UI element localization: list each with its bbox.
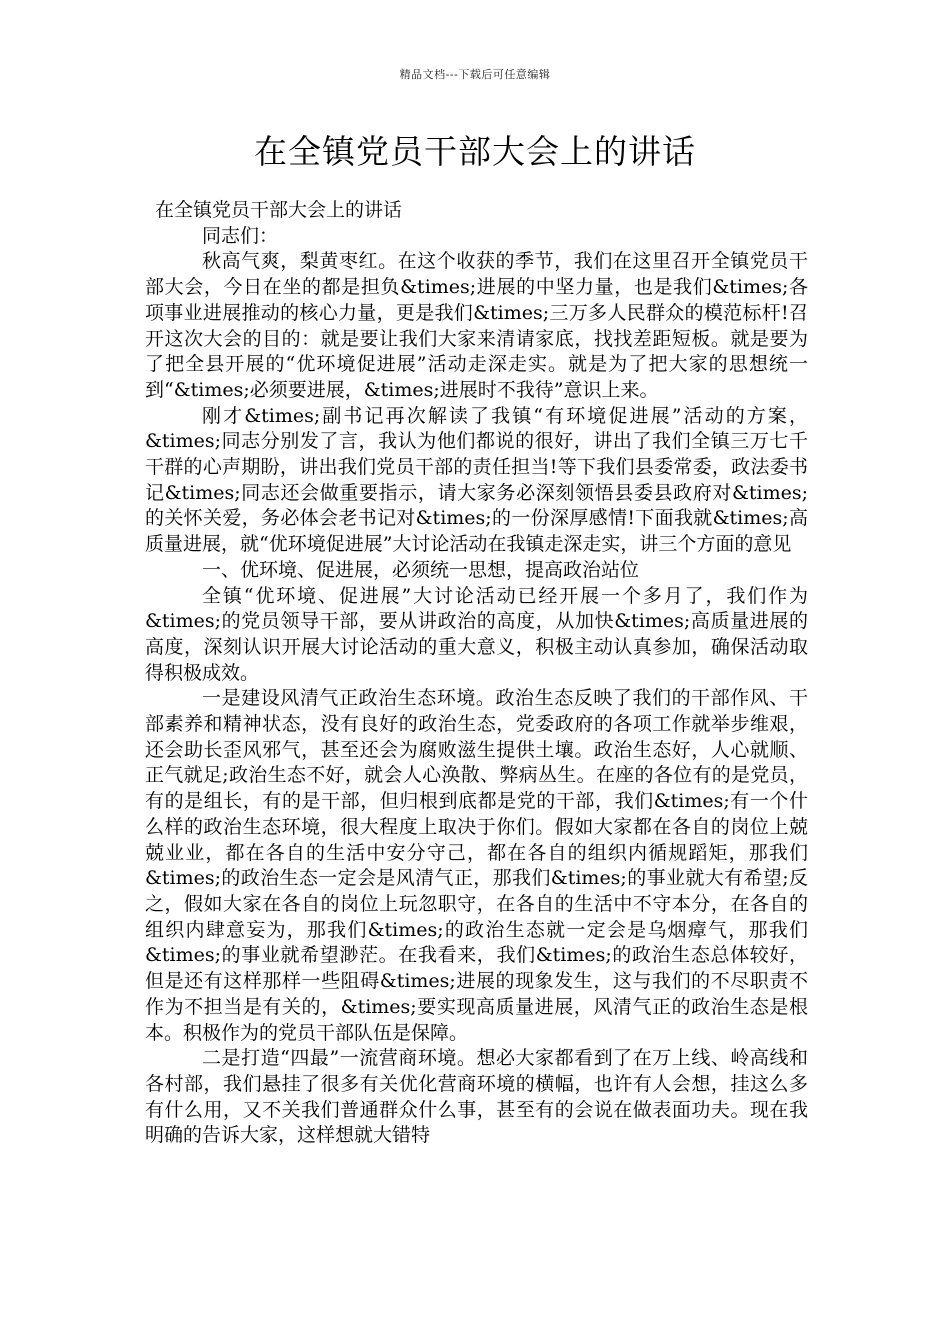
document-body — [145, 198, 808, 1149]
paragraph: 一是建设风清气正政治生态环境。政治生态反映了我们的干部作风、干部素养和精神状态，没有良好的政治生态，党委政府的各项工作就举步维艰，还会助长歪风邪气，甚至还会为腐败滋生提供土壤。政治生态好，人心就顺、正气就足;政治生态不好，就会人心涣散、弊病丛生。在座的各位有的是党员，有的是组长，有的是干部，但归根到底都是党的干部，我们&times;有一个什么样的政治生态环境，很大程度上取决于你们。假如大家都在各自的岗位上兢兢业业，都在各自的生活中安分守己，都在各自的组织内循规蹈矩，那我们&times;的政治生态一定会是风清气正，那我们&times;的事业就大有希望;反之，假如大家在各自的岗位上玩忽职守，在各自的生活中不守本分，在各自的组织内肆意妄为，那我们&times;的政治生态就一定会是乌烟瘴气，那我们&times;的事业就希望渺茫。在我看来，我们&times;的政治生态总体较好，但是还有这样那样一些阻碍&times;进展的现象发生，这与我们的不尽职责不作为不担当是有关的，&times;要实现高质量进展，风清气正的政治生态是根本。积极作为的党员干部队伍是保障。 — [145, 687, 808, 1044]
salutation: 同志们： — [202, 224, 279, 247]
section-heading: 一、优环境、促进展，必须统一思想，提高政治站位 — [202, 558, 640, 581]
document-subtitle: 在全镇党员干部大会上的讲话 — [155, 199, 403, 221]
paragraph: 二是打造“四最”一流营商环境。想必大家都看到了在万上线、岭高线和各村部，我们悬挂了很多有关优化营商环境的横幅，也许有人会想，挂这么多有什么用，又不关我们普通群众什么事，甚至有的会说在做表面功夫。现在我明确的告诉大家，这样想就大错特 — [145, 1047, 808, 1147]
paragraph: 刚才&times;副书记再次解读了我镇“有环境促进展”活动的方案，&times;同志分别发了言，我认为他们都说的很好，讲出了我们全镇三万七千干群的心声期盼，讲出我们党员干部的责任担当!等下我们县委常委，政法委书记&times;同志还会做重要指示，请大家务必深刻领悟县委县政府对&times;的关怀关爱，务必体会老书记对&times;的一份深厚感情!下面我就&times;高质量进展，就“优环境促进展”大讨论活动在我镇走深走实，讲三个方面的意见 — [145, 404, 808, 556]
paragraph: 全镇“优环境、促进展”大讨论活动已经开展一个多月了，我们作为&times;的党员领导干部，要从讲政治的高度，从加快&times;高质量进展的高度，深刻认识开展大讨论活动的重大意义，积极主动认真参加，确保活动取得积极成效。 — [145, 584, 808, 684]
header-note: 精品文档---下载后可任意编辑 — [399, 68, 551, 81]
paragraph: 秋高气爽，梨黄枣红。在这个收获的季节，我们在这里召开全镇党员干部大会，今日在坐的都是担负&times;进展的中坚力量，也是我们&times;各项事业进展推动的核心力量，更是我们&times;三万多人民群众的模范标杆!召开这次大会的目的：就是要让我们大家来清请家底，找找差距短板。就是要为了把全县开展的“优环境促进展”活动走深走实。就是为了把大家的思想统一到“&times;必须要进展，&times;进展时不我待”意识上来。 — [145, 250, 808, 401]
document-title: 在全镇党员干部大会上的讲话 — [254, 132, 696, 171]
